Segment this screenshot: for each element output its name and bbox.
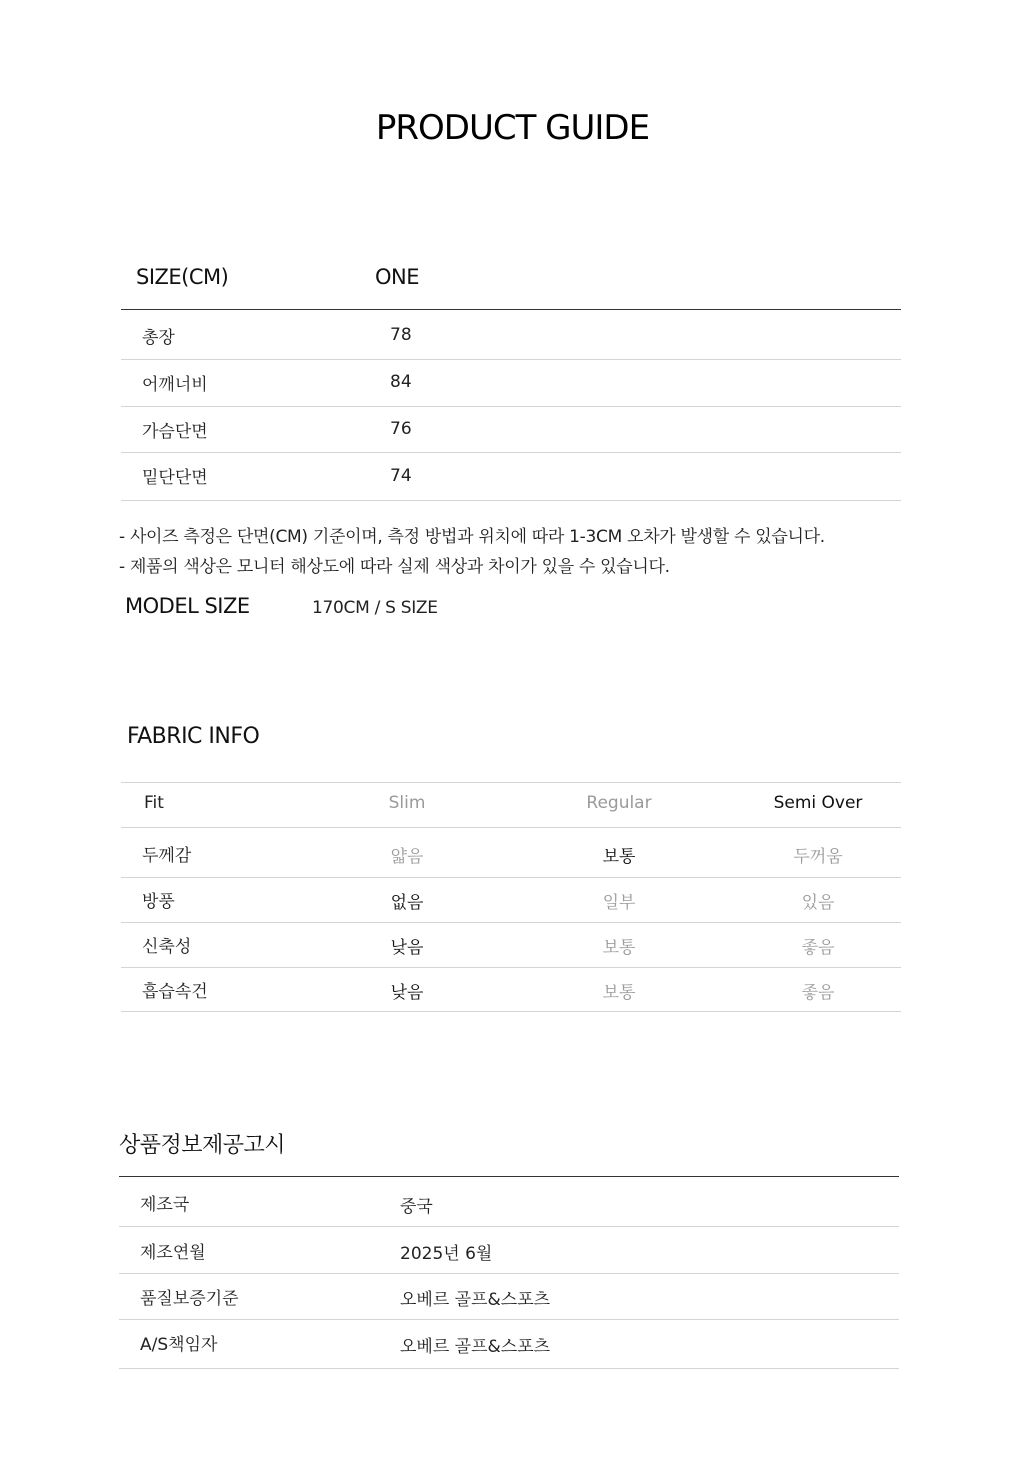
row-divider — [121, 1011, 901, 1012]
size-note: - 사이즈 측정은 단면(CM) 기준이며, 측정 방법과 위치에 따라 1-3CM 오차가 발생할 수 있습니다. — [119, 527, 825, 547]
fabric-option-selected: 낮음 — [390, 983, 424, 1003]
row-divider — [119, 1368, 899, 1369]
row-divider — [119, 1273, 899, 1274]
row-divider — [119, 1319, 899, 1320]
fabric-option-selected: 보통 — [602, 847, 636, 867]
row-divider — [121, 782, 901, 783]
notice-header-divider — [119, 1176, 899, 1177]
notice-row-label: 제조연월 — [140, 1243, 206, 1263]
row-divider — [121, 922, 901, 923]
fabric-option-selected: Semi Over — [773, 793, 863, 813]
size-row-label: 가슴단면 — [142, 422, 208, 442]
row-divider — [121, 452, 901, 453]
fabric-option: Regular — [586, 793, 652, 813]
model-size-label: MODEL SIZE — [125, 594, 250, 618]
size-row-value: 76 — [390, 419, 412, 439]
fabric-option-selected: 낮음 — [390, 938, 424, 958]
fabric-option: 있음 — [801, 893, 835, 913]
fabric-option: 보통 — [602, 983, 636, 1003]
notice-row-label: A/S책임자 — [140, 1335, 218, 1355]
fabric-option-selected: 없음 — [390, 893, 424, 913]
size-row-value: 74 — [390, 466, 412, 486]
size-header-divider — [121, 309, 901, 310]
row-divider — [119, 1226, 899, 1227]
notice-row-label: 품질보증기준 — [140, 1289, 239, 1309]
product-notice-title: 상품정보제공고시 — [119, 1133, 286, 1158]
page-title: PRODUCT GUIDE — [375, 108, 650, 148]
size-header-label: SIZE(CM) — [136, 265, 229, 289]
notice-row-value: 2025년 6월 — [400, 1244, 493, 1264]
fabric-option: 일부 — [602, 893, 636, 913]
row-divider — [121, 359, 901, 360]
size-row-value: 78 — [390, 325, 412, 345]
notice-row-value: 중국 — [400, 1197, 433, 1217]
size-header-value: ONE — [375, 265, 420, 289]
fabric-option: 좋음 — [801, 938, 835, 958]
fabric-row-label: 신축성 — [142, 937, 192, 957]
row-divider — [121, 500, 901, 501]
fabric-row-label: 흡습속건 — [142, 982, 208, 1002]
model-size-value: 170CM / S SIZE — [312, 598, 438, 618]
fabric-option: 좋음 — [801, 983, 835, 1003]
size-row-value: 84 — [390, 372, 412, 392]
row-divider — [121, 967, 901, 968]
fabric-row-label: 두께감 — [142, 846, 192, 866]
fabric-row-label: Fit — [144, 793, 164, 813]
row-divider — [121, 827, 901, 828]
fabric-info-title: FABRIC INFO — [127, 724, 260, 749]
size-row-label: 총장 — [142, 328, 175, 348]
fabric-option: 얇음 — [390, 847, 424, 867]
fabric-row-label: 방풍 — [142, 892, 175, 912]
size-row-label: 밑단단면 — [142, 468, 208, 488]
color-note: - 제품의 색상은 모니터 해상도에 따라 실제 색상과 차이가 있을 수 있습니다. — [119, 557, 670, 577]
size-row-label: 어깨너비 — [142, 375, 208, 395]
fabric-option: 보통 — [602, 938, 636, 958]
fabric-option: 두꺼움 — [793, 847, 843, 867]
notice-row-value: 오베르 골프&스포츠 — [400, 1337, 551, 1357]
notice-row-value: 오베르 골프&스포츠 — [400, 1290, 551, 1310]
notice-row-label: 제조국 — [140, 1195, 190, 1215]
fabric-option: Slim — [388, 793, 426, 813]
row-divider — [121, 406, 901, 407]
row-divider — [121, 877, 901, 878]
